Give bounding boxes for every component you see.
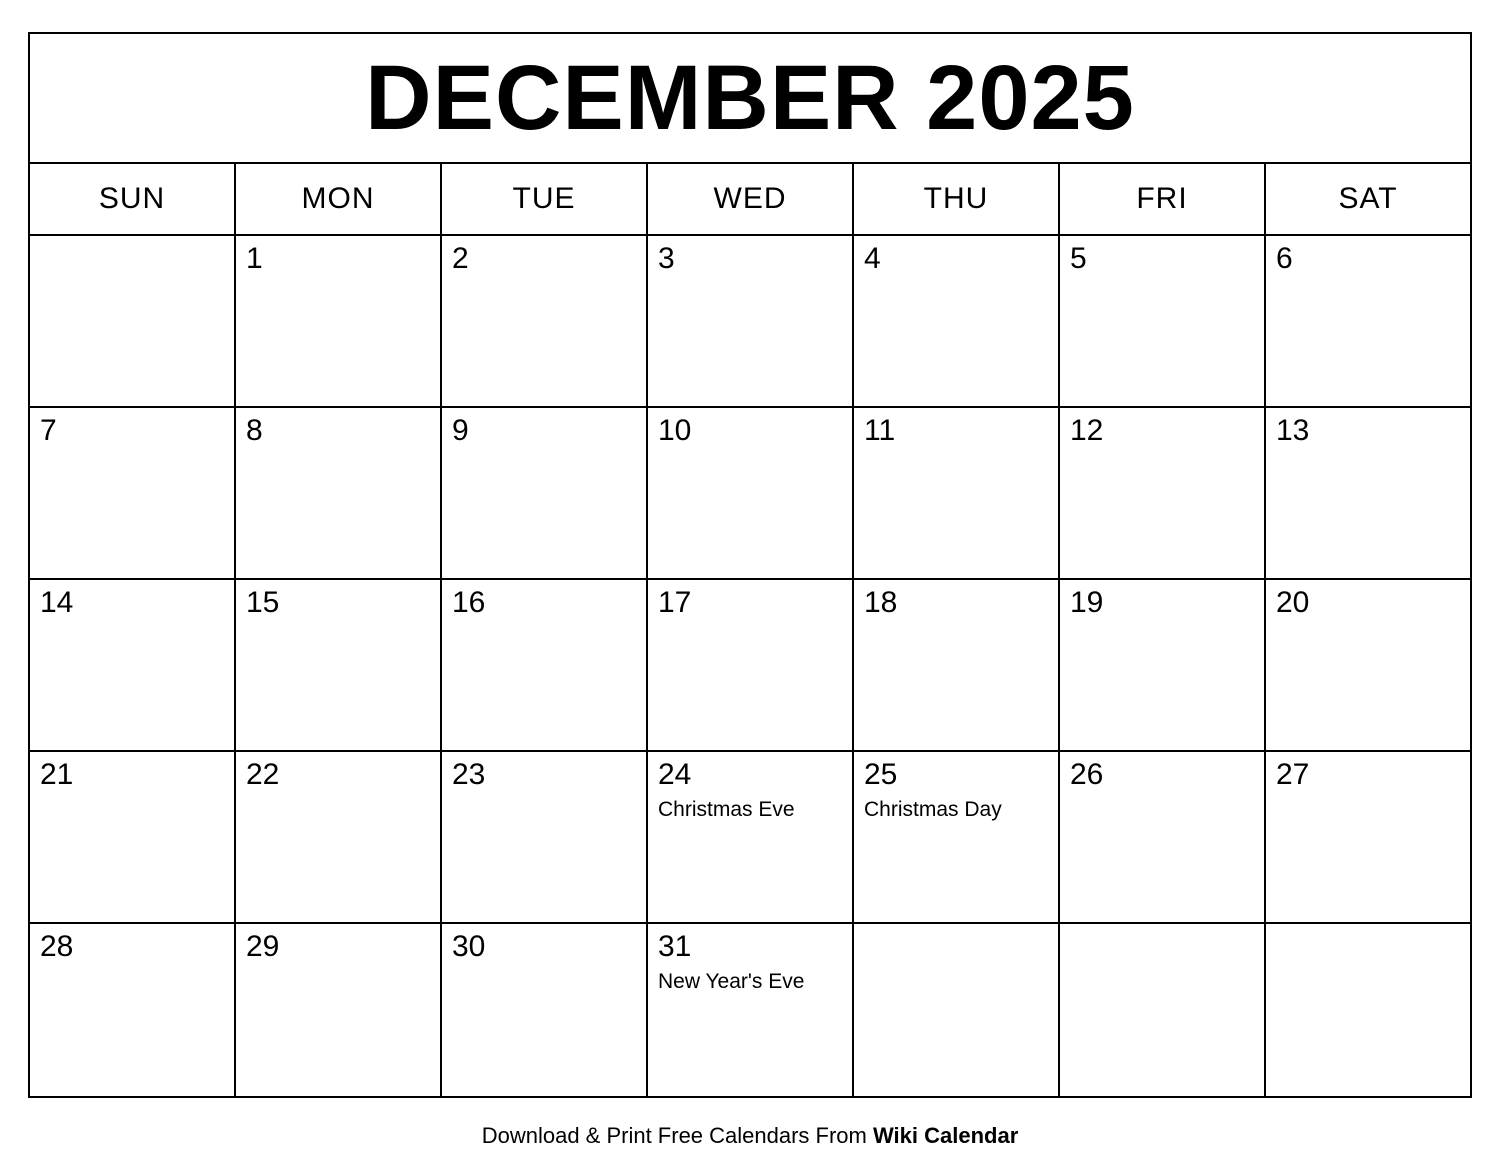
day-cell[interactable] [648,236,854,406]
footer-credit [0,1123,1500,1149]
day-cell[interactable] [1060,924,1266,1096]
day-cell[interactable] [1060,752,1266,922]
weekday-header-fri: FRI [1060,164,1266,234]
day-cell[interactable] [30,408,236,578]
footer-brand[interactable]: Wiki Calendar [872,1123,1019,1148]
day-number: 17 [658,586,692,619]
calendar-title-row [30,34,1470,164]
day-number: 13 [1276,414,1310,447]
day-cell[interactable] [442,924,648,1096]
day-cell[interactable] [236,924,442,1096]
day-number: 5 [1070,242,1087,275]
day-number: 2 [452,242,469,275]
day-cell[interactable] [30,580,236,750]
day-cell[interactable] [1060,408,1266,578]
day-cell[interactable] [1060,236,1266,406]
calendar-grid [28,32,1472,1098]
day-cell[interactable] [1266,752,1470,922]
day-number: 18 [864,586,898,619]
day-cell[interactable] [648,924,854,1096]
weekday-header-sat: SAT [1338,182,1398,215]
weekday-header-sun: SUN [30,164,236,234]
day-cell[interactable] [1266,236,1470,406]
day-number: 26 [1070,758,1104,791]
weekday-header-row [30,164,1470,236]
day-cell[interactable] [648,408,854,578]
day-number: 11 [864,414,896,447]
day-number: 8 [246,414,263,447]
day-event: Christmas Eve [658,798,795,821]
day-cell[interactable] [30,924,236,1096]
calendar-week-row [30,236,1470,408]
weekday-header-tue: TUE [442,164,648,234]
day-number: 6 [1276,242,1293,275]
day-cell[interactable] [1060,580,1266,750]
day-number: 16 [452,586,486,619]
day-cell[interactable] [442,580,648,750]
calendar-week-row [30,752,1470,924]
day-cell[interactable] [1266,580,1470,750]
footer-text: Download & Print Free Calendars From [481,1123,873,1148]
day-cell[interactable] [442,408,648,578]
day-number: 27 [1276,758,1310,791]
day-number: 7 [40,414,57,447]
day-number: 23 [452,758,486,791]
day-number: 1 [246,242,263,275]
day-cell[interactable] [236,580,442,750]
day-event: New Year's Eve [658,970,805,993]
day-number: 14 [40,586,74,619]
day-number: 15 [246,586,280,619]
day-number: 31 [658,930,692,963]
day-cell[interactable] [854,408,1060,578]
day-number: 10 [658,414,692,447]
page-title: DECEMBER 2025 [365,47,1135,149]
day-number: 29 [246,930,280,963]
weekday-header-mon: MON [236,164,442,234]
day-number: 19 [1070,586,1104,619]
day-cell[interactable] [236,408,442,578]
day-event: Christmas Day [864,798,1002,821]
day-number: 9 [452,414,469,447]
day-cell[interactable] [236,752,442,922]
weekday-header-wed: WED [648,164,854,234]
day-number: 4 [864,242,881,275]
day-cell[interactable] [648,752,854,922]
day-cell[interactable] [30,236,236,406]
day-cell[interactable] [1266,924,1470,1096]
day-cell[interactable] [854,752,1060,922]
day-number: 12 [1070,414,1104,447]
day-number: 25 [864,758,898,791]
day-cell[interactable] [30,752,236,922]
calendar-week-row [30,408,1470,580]
day-number: 22 [246,758,280,791]
day-cell[interactable] [236,236,442,406]
weekday-header-thu: THU [854,164,1060,234]
day-cell[interactable] [1266,408,1470,578]
day-number: 21 [40,758,74,791]
day-number: 24 [658,758,692,791]
day-cell[interactable] [854,236,1060,406]
day-cell[interactable] [648,580,854,750]
day-cell[interactable] [854,924,1060,1096]
day-cell[interactable] [442,236,648,406]
day-number: 30 [452,930,486,963]
day-cell[interactable] [854,580,1060,750]
day-number: 20 [1276,586,1310,619]
day-cell[interactable] [442,752,648,922]
day-number: 3 [658,242,675,275]
day-number: 28 [40,930,74,963]
calendar-week-row [30,924,1470,1096]
calendar-week-row [30,580,1470,752]
